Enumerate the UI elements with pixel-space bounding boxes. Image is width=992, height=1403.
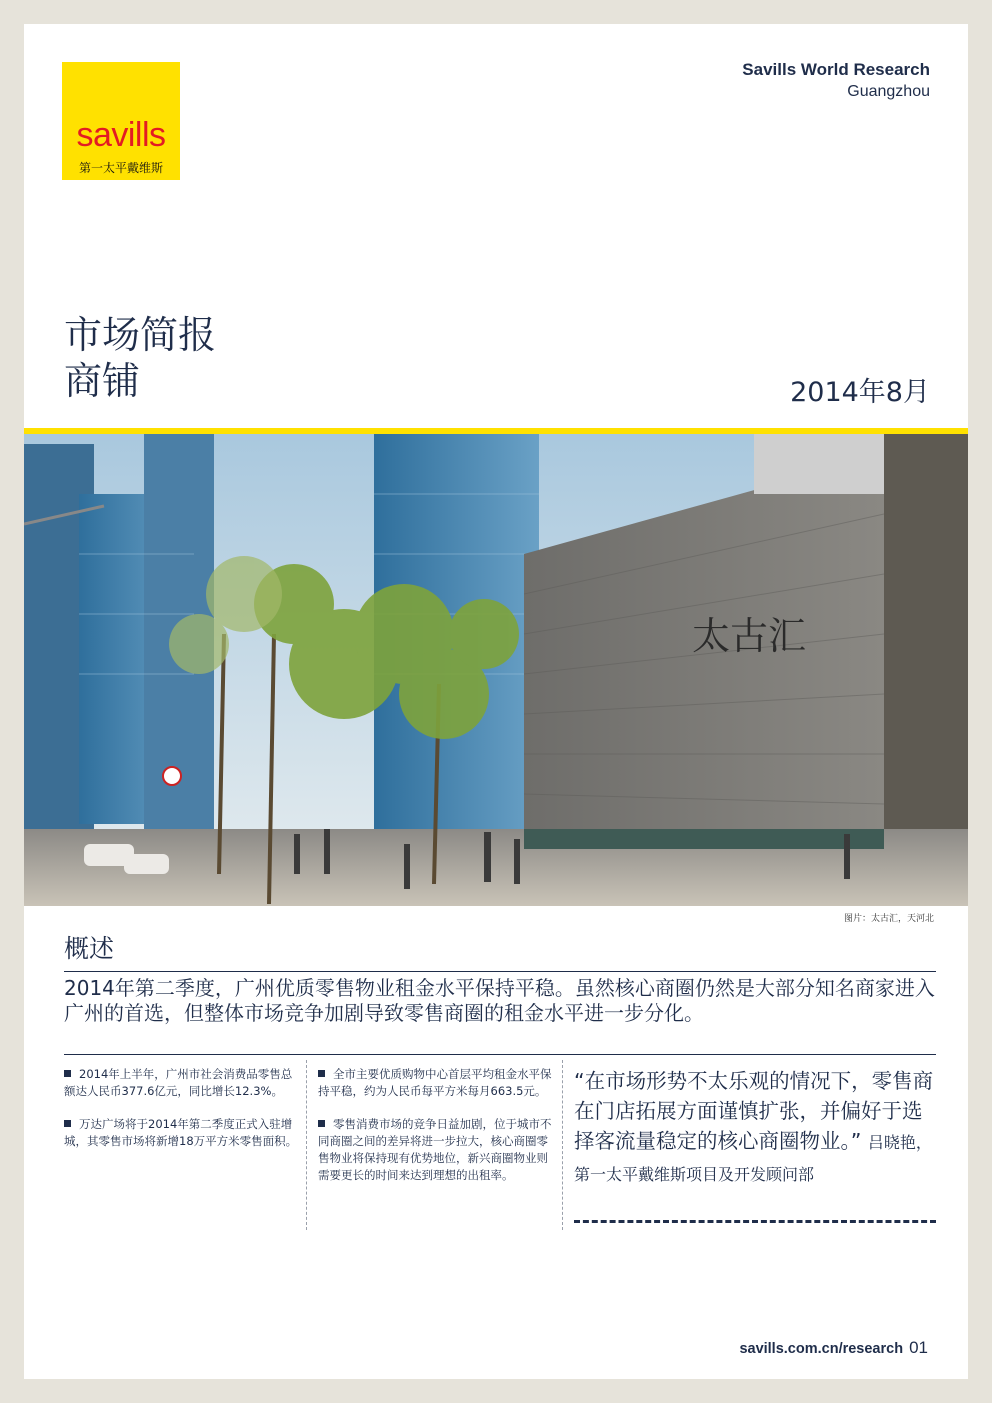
mall-sign-text: 太古汇 <box>692 614 807 658</box>
title-line-2: 商铺 <box>64 359 141 403</box>
logo-chinese-name: 第一太平戴维斯 <box>78 161 163 175</box>
quote-attribution: 吕晓艳，第一太平戴维斯项目及开发顾问部 <box>574 1133 932 1184</box>
bullet-item: 万达广场将于2014年第二季度正式入驻增城，其零售市场将新增18万平方米零售面积。 <box>64 1117 298 1148</box>
title-line-1: 市场简报 <box>64 313 217 357</box>
column-divider <box>306 1060 307 1230</box>
square-bullet-icon <box>64 1070 71 1077</box>
research-line: Savills World Research <box>742 60 930 79</box>
savills-logo <box>62 62 180 180</box>
bullet-item: 2014年上半年，广州市社会消费品零售总额达人民币377.6亿元，同比增长12.3%。 <box>64 1067 293 1098</box>
research-header <box>742 59 930 103</box>
quote-dashed-rule <box>574 1220 936 1223</box>
cover-photo <box>24 434 968 906</box>
quote-text: “在市场形势不太乐观的情况下，零售商在门店拓展方面谨慎扩张，并偏好于选择客流量稳定的核心商圈物业。” <box>574 1069 934 1153</box>
logo-wordmark: savills <box>76 116 166 154</box>
page-number: 01 <box>909 1338 928 1357</box>
report-date: 2014年8月 <box>790 377 930 408</box>
city-name: Guangzhou <box>847 83 930 100</box>
street-scene-illustration <box>24 434 968 906</box>
lead-rule <box>64 1054 936 1055</box>
page-footer <box>739 1338 928 1358</box>
bullet-item: 全市主要优质购物中心首层平均租金水平保持平稳，约为人民币每平方米每月663.5元。 <box>318 1067 552 1098</box>
overview-rule <box>64 971 936 972</box>
bullet-column-middle <box>318 1066 552 1200</box>
overview-lead: 2014年第二季度，广州优质零售物业租金水平保持平稳。虽然核心商圈仍然是大部分知名商家进入广州的首选，但整体市场竞争加剧导致零售商圈的租金水平进一步分化。 <box>64 976 935 1025</box>
bullet-item: 零售消费市场的竞争日益加剧，位于城市不同商圈之间的差异将进一步拉大，核心商圈零售物业将保持现有优势地位，新兴商圈物业则需要更长的时间来达到理想的出租率。 <box>318 1117 552 1182</box>
bullet-column-left <box>64 1066 299 1166</box>
photo-caption: 图片：太古汇，天河北 <box>843 914 934 924</box>
column-divider <box>562 1060 563 1230</box>
report-page <box>24 24 968 1379</box>
pull-quote <box>574 1066 936 1190</box>
square-bullet-icon <box>318 1120 325 1127</box>
footer-url[interactable]: savills.com.cn/research <box>739 1341 904 1357</box>
overview-heading: 概述 <box>64 934 115 963</box>
page-title <box>64 312 216 404</box>
square-bullet-icon <box>64 1120 71 1127</box>
square-bullet-icon <box>318 1070 325 1077</box>
